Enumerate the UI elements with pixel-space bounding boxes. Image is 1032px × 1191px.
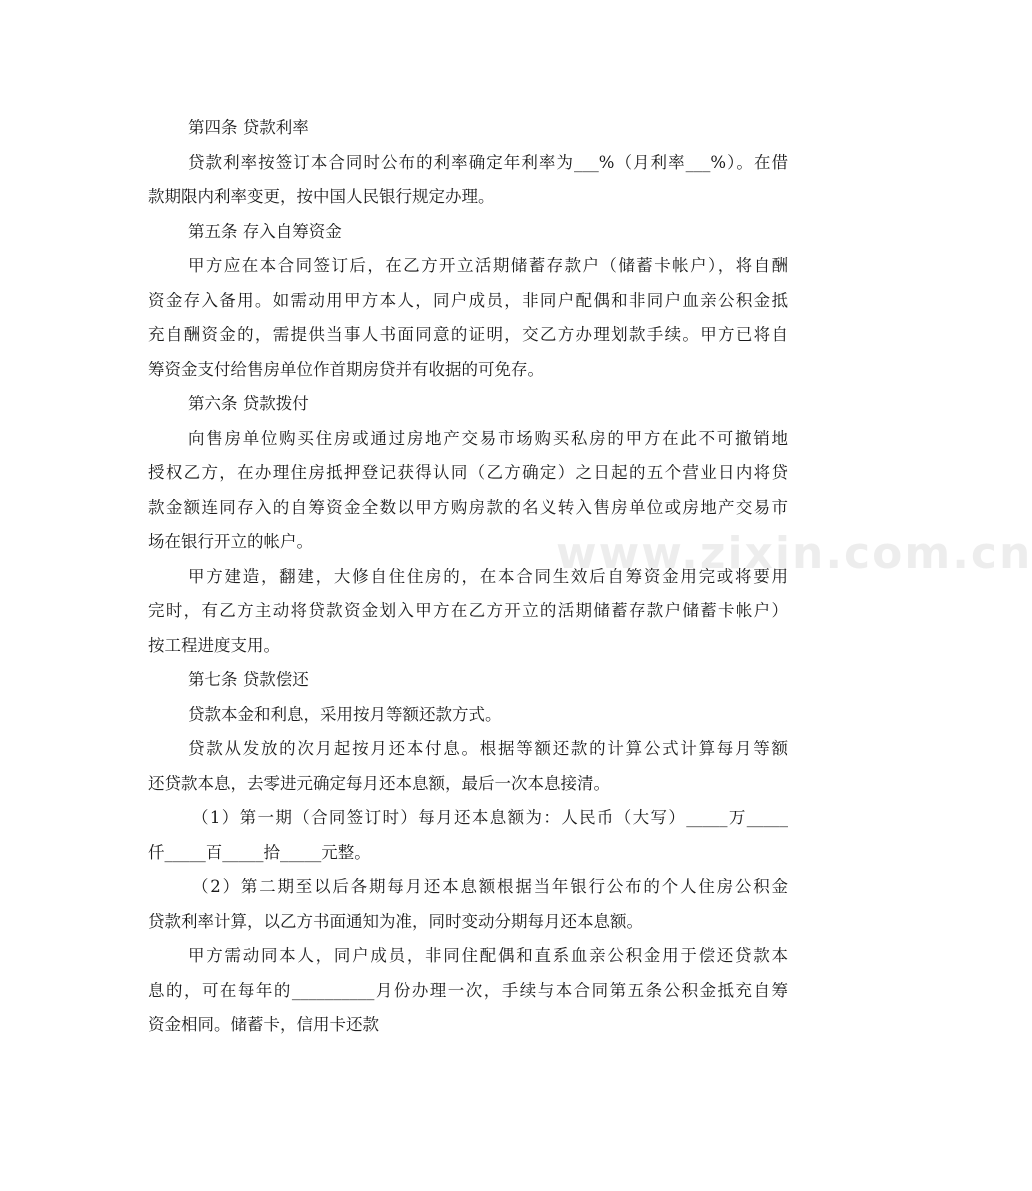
paragraph-line: 息的，可在每年的__________月份办理一次，手续与本合同第五条公积金抵充自筹: [148, 980, 788, 1000]
paragraph-line: （1）第一期（合同签订时）每月还本息额为：人民币（大写）_____万_____: [192, 808, 788, 827]
paragraph-line: 款金额连同存入的自筹资金全数以甲方购房款的名义转入售房单位或房地产交易市: [148, 497, 788, 517]
paragraph-line: （2）第二期至以后各期每月还本息额根据当年银行公布的个人住房公积金: [192, 877, 788, 896]
paragraph-line: 授权乙方，在办理住房抵押登记获得认同（乙方确定）之日起的五个营业日内将贷: [148, 463, 788, 482]
article-6-heading: 第六条 贷款拨付: [188, 394, 309, 413]
paragraph-line: 贷款从发放的次月起按月还本付息。根据等额还款的计算公式计算每月等额: [188, 739, 788, 758]
paragraph-line: 贷款利率按签订本合同时公布的利率确定年利率为___%（月利率___%）。在借: [188, 152, 788, 172]
article-5-heading: 第五条 存入自筹资金: [188, 221, 342, 241]
paragraph-line: 向售房单位购买住房或通过房地产交易市场购买私房的甲方在此不可撤销地: [188, 428, 788, 448]
paragraph-line: 完时，有乙方主动将贷款资金划入甲方在乙方开立的活期储蓄存款户储蓄卡帐户）: [148, 601, 788, 620]
paragraph-line: 筹资金支付给售房单位作首期房贷并有收据的可免存。: [148, 359, 544, 379]
paragraph-line: 按工程进度支用。: [148, 635, 280, 655]
paragraph-line: 甲方需动同本人，同户成员，非同住配偶和直系血亲公积金用于偿还贷款本: [188, 946, 788, 965]
paragraph-line: 款期限内利率变更，按中国人民银行规定办理。: [148, 187, 495, 206]
paragraph-line: 贷款利率计算，以乙方书面通知为准，同时变动分期每月还本息额。: [148, 911, 643, 931]
paragraph-line: 贷款本金和利息，采用按月等额还款方式。: [188, 704, 502, 724]
paragraph-line: 资金存入备用。如需动用甲方本人，同户成员，非同户配偶和非同户血亲公积金抵: [148, 290, 788, 310]
paragraph-line: 甲方建造，翻建，大修自住住房的，在本合同生效后自筹资金用完或将要用: [188, 566, 788, 586]
watermark: www.zixin.com.cn: [556, 528, 1032, 579]
paragraph-line: 资金相同。储蓄卡，信用卡还款: [148, 1015, 379, 1034]
paragraph-line: 仟_____百_____拾_____元整。: [148, 842, 371, 862]
paragraph-line: 还贷款本息，去零进元确定每月还本息额，最后一次本息接清。: [148, 773, 610, 793]
paragraph-line: 甲方应在本合同签订后，在乙方开立活期储蓄存款户（储蓄卡帐户），将自酬: [188, 256, 788, 275]
contract-body: [148, 111, 796, 1043]
paragraph-line: 充自酬资金的，需提供当事人书面同意的证明，交乙方办理划款手续。甲方已将自: [148, 325, 788, 344]
paragraph-line: 场在银行开立的帐户。: [148, 532, 313, 551]
article-7-heading: 第七条 贷款偿还: [188, 670, 309, 689]
article-4-heading: 第四条 贷款利率: [188, 118, 309, 137]
